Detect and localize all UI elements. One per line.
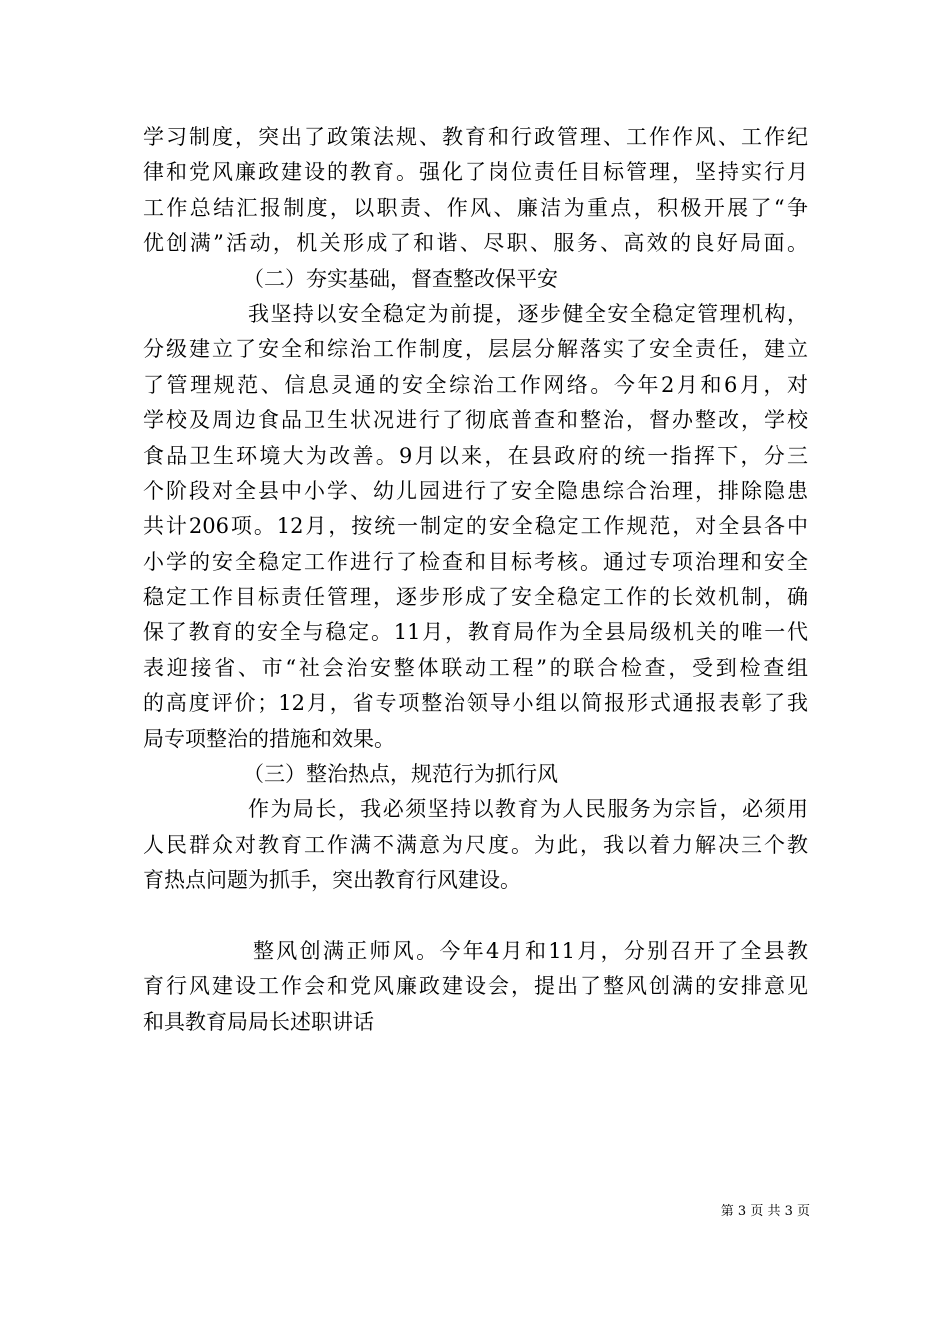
text-line: 保了教育的安全与稳定。11月，教育局作为全县局级机关的唯一代	[143, 620, 808, 645]
text-line: 食品卫生环境大为改善。9月以来，在县政府的统一指挥下，分三	[143, 443, 808, 468]
text-line: 整风创满正师风。今年4月和11月，分别召开了全县教	[253, 938, 808, 963]
text-line: 分级建立了安全和综治工作制度，层层分解落实了安全责任，建立	[143, 337, 808, 362]
text-line: 和具教育局局长述职讲话	[143, 1009, 374, 1034]
text-line	[143, 899, 808, 934]
page-number: 第 3 页 共 3 页	[720, 1204, 810, 1219]
text-line: 学习制度，突出了政策法规、教育和行政管理、工作作风、工作纪	[143, 125, 808, 149]
text-line: 表迎接省、市“社会治安整体联动工程”的联合检查，受到检查组	[143, 655, 808, 680]
text-line: 的高度评价；12月，省专项整治领导小组以简报形式通报表彰了我	[143, 691, 808, 716]
document-body	[143, 120, 808, 1040]
text-line: 共计206项。12月，按统一制定的安全稳定工作规范，对全县各中	[143, 514, 808, 539]
text-line: 小学的安全稳定工作进行了检查和目标考核。通过专项治理和安全	[143, 549, 808, 574]
text-line: （二）夯实基础，督查整改保平安	[243, 266, 558, 291]
text-line: 育热点问题为抓手，突出教育行风建设。	[143, 868, 521, 893]
text-line: 学校及周边食品卫生状况进行了彻底普查和整治，督办整改，学校	[143, 408, 808, 433]
text-line: 了管理规范、信息灵通的安全综治工作网络。今年2月和6月，对	[143, 372, 808, 397]
text-line: 优创满”活动，机关形成了和谐、尽职、服务、高效的良好局面。	[143, 231, 808, 256]
text-line: 个阶段对全县中小学、幼儿园进行了安全隐患综合治理，排除隐患	[143, 478, 808, 503]
text-line: 育行风建设工作会和党风廉政建设会，提出了整风创满的安排意见	[143, 974, 808, 999]
text-line: （三）整治热点，规范行为抓行风	[243, 762, 558, 787]
text-line: 稳定工作目标责任管理，逐步形成了安全稳定工作的长效机制，确	[143, 585, 808, 610]
text-line: 我坚持以安全稳定为前提，逐步健全安全稳定管理机构，	[248, 301, 808, 326]
text-line: 局专项整治的措施和效果。	[143, 726, 395, 751]
text-line: 律和党风廉政建设的教育。强化了岗位责任目标管理，坚持实行月	[143, 160, 808, 185]
text-line: 作为局长，我必须坚持以教育为人民服务为宗旨，必须用	[248, 797, 808, 822]
text-line: 人民群众对教育工作满不满意为尺度。为此，我以着力解决三个教	[143, 832, 808, 857]
text-line: 工作总结汇报制度，以职责、作风、廉洁为重点，积极开展了“争	[143, 195, 808, 220]
